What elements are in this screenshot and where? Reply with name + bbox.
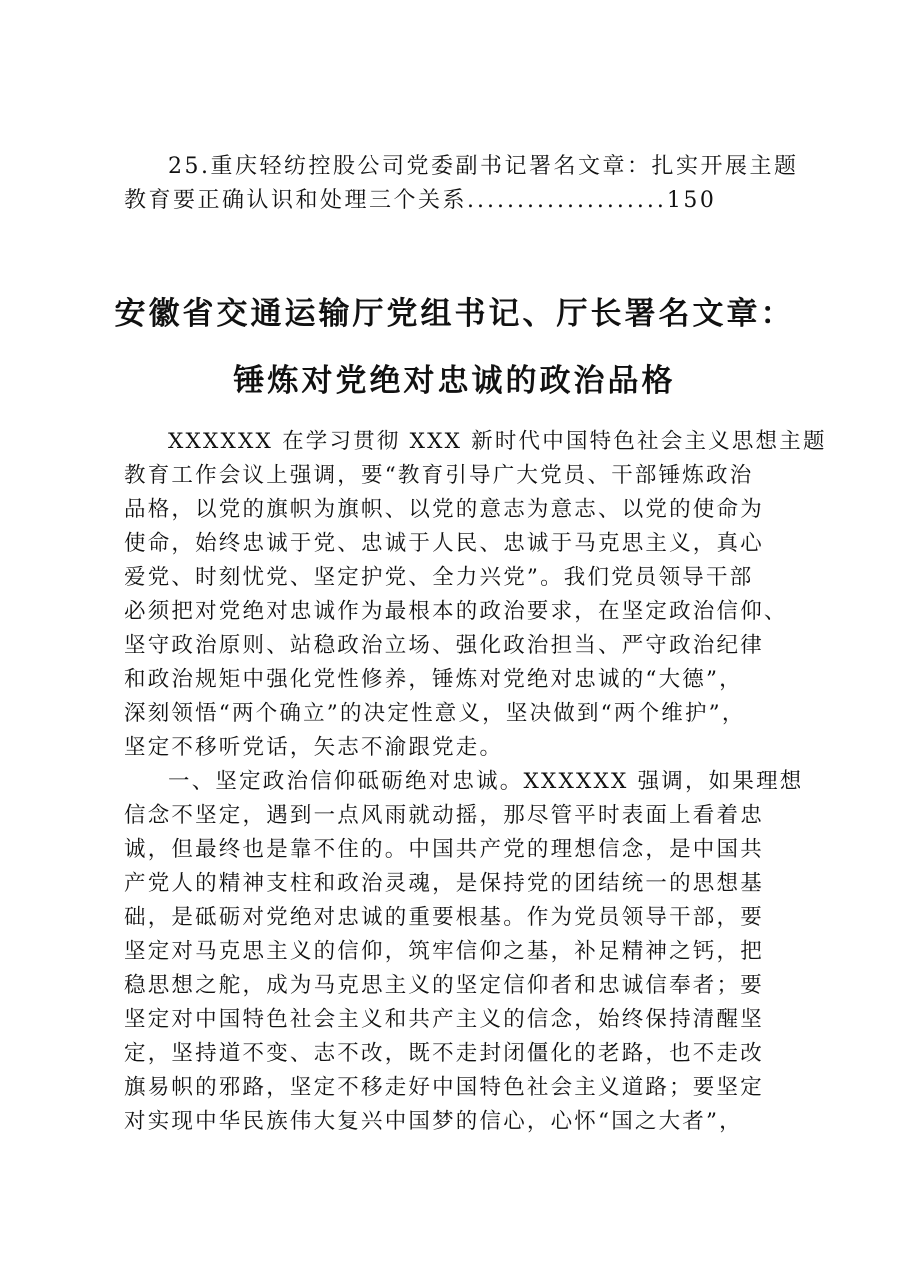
toc-dot-leader: .................... bbox=[467, 188, 667, 213]
paragraph-line: XXXXXX 在学习贯彻 XXX 新时代中国特色社会主义思想主题 bbox=[168, 429, 827, 454]
paragraph-line: 品格，以党的旗帜为旗帜、以党的意志为意志、以党的使命为 bbox=[124, 497, 764, 522]
paragraph-line: 稳思想之舵，成为马克思主义的坚定信仰者和忠诚信奉者；要 bbox=[124, 973, 764, 998]
paragraph-line: 深刻领悟“两个确立”的决定性意义，坚决做到“两个维护”， bbox=[124, 701, 746, 726]
toc-entry-title-text: 教育要正确认识和处理三个关系 bbox=[124, 188, 468, 213]
paragraph-section-1 bbox=[124, 765, 814, 1139]
toc-entry-title-line-1: 25.重庆轻纺控股公司党委副书记署名文章：扎实开展主题 bbox=[168, 154, 799, 179]
toc-entry-title-line-2 bbox=[124, 184, 814, 218]
paragraph-line: 坚定对中国特色社会主义和共产主义的信念，始终保持清醒坚 bbox=[124, 1007, 764, 1032]
paragraph-line: 旗易帜的邪路，坚定不移走好中国特色社会主义道路；要坚定 bbox=[124, 1075, 764, 1100]
article-title-line-1: 安徽省交通运输厅党组书记、厅长署名文章： bbox=[114, 296, 795, 332]
paragraph-line: 础，是砥砺对党绝对忠诚的重要根基。作为党员领导干部，要 bbox=[124, 905, 764, 930]
paragraph-line: 产党人的精神支柱和政治灵魂，是保持党的团结统一的思想基 bbox=[124, 871, 764, 896]
paragraph-line: 定，坚持道不变、志不改，既不走封闭僵化的老路，也不走改 bbox=[124, 1041, 764, 1066]
article-title-line-2: 锤炼对党绝对忠诚的政治品格 bbox=[233, 363, 676, 399]
paragraph-line: 信念不坚定，遇到一点风雨就动摇，那尽管平时表面上看着忠 bbox=[124, 803, 764, 828]
paragraph-line: 爱党、时刻忧党、坚定护党、全力兴党”。我们党员领导干部 bbox=[124, 565, 754, 590]
toc-page-number: 150 bbox=[666, 188, 717, 213]
paragraph-line: 必须把对党绝对忠诚作为最根本的政治要求，在坚定政治信仰、 bbox=[124, 599, 788, 624]
paragraph-line: 教育工作会议上强调，要“教育引导广大党员、干部锤炼政治 bbox=[124, 463, 754, 488]
paragraph-line: 坚守政治原则、站稳政治立场、强化政治担当、严守政治纪律 bbox=[124, 633, 764, 658]
paragraph-line: 和政治规矩中强化党性修养，锤炼对党绝对忠诚的“大德”， bbox=[124, 667, 743, 692]
paragraph-line: 使命，始终忠诚于党、忠诚于人民、忠诚于马克思主义，真心 bbox=[124, 531, 764, 556]
article-body bbox=[124, 425, 827, 1139]
paragraph-line: 对实现中华民族伟大复兴中国梦的信心，心怀“国之大者”， bbox=[124, 1109, 743, 1134]
paragraph-intro bbox=[124, 425, 827, 765]
toc-entry[interactable] bbox=[124, 150, 814, 218]
paragraph-line: 坚定对马克思主义的信仰，筑牢信仰之基，补足精神之钙，把 bbox=[124, 939, 764, 964]
paragraph-line: 一、坚定政治信仰砥砺绝对忠诚。XXXXXX 强调，如果理想 bbox=[168, 769, 804, 794]
paragraph-line: 诚，但最终也是靠不住的。中国共产党的理想信念，是中国共 bbox=[124, 837, 764, 862]
paragraph-line: 坚定不移听党话，矢志不渝跟党走。 bbox=[124, 735, 504, 760]
